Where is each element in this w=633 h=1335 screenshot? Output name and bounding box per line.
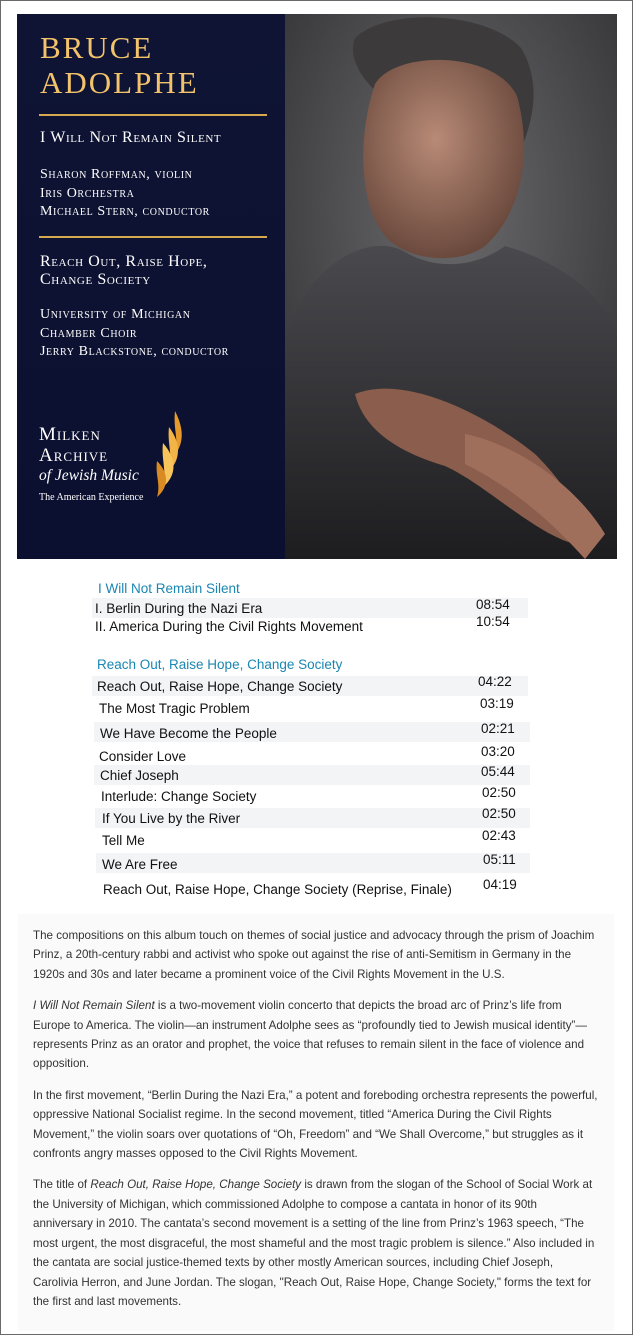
paragraph-text: is drawn from the slogan of the School of Social Work at the University of Michigan, which commissioned Adolphe to compose a cantata in honor of its 90th anniversary in 2010. The cantata’s second movement is a setting of the line from Prinz’s 1963 speech, “The most urgent, the most disgraceful, the most shameful and the most tragic problem is silence.” Also included in the cantata are social justice-themed texts by other mostly American sources, including Chief Joseph, Carolivia Herron, and June Jordan. The slogan, "Reach Out, Raise Hope, Change Society," forms the text for the first and last movements. — [33, 1178, 595, 1308]
gold-divider — [39, 114, 267, 116]
artist-name — [40, 30, 199, 100]
section-title: I Will Not Remain Silent — [98, 581, 240, 596]
label-line-2: Archive — [39, 445, 109, 466]
track-duration: 04:19 — [483, 877, 517, 892]
track-title: Reach Out, Raise Hope, Change Society (Reprise, Finale) — [103, 882, 452, 897]
credit-line: Iris Orchestra — [40, 185, 135, 201]
track-duration: 02:50 — [482, 785, 516, 800]
track-duration: 08:54 — [476, 597, 510, 612]
paragraph-text: is a two-movement violin concerto that depicts the broad arc of Prinz’s life from Europe to America. The violin—an instrument Adolphe sees as “profoundly tied to Jewish musical identity”—represents Prinz as an orator and prophet, the voice that refuses to remain silent in the face of violence and opposition. — [33, 999, 587, 1071]
album-description — [18, 914, 614, 1331]
track-title: Interlude: Change Society — [101, 789, 257, 804]
description-paragraph — [33, 1175, 600, 1311]
label-line-3: of Jewish Music — [39, 467, 139, 484]
work-title-italic: I Will Not Remain Silent — [33, 999, 155, 1013]
credit-line: University of Michigan — [40, 307, 191, 322]
section-title: Reach Out, Raise Hope, Change Society — [97, 657, 343, 672]
gold-divider — [39, 236, 267, 238]
track-duration: 03:20 — [481, 744, 515, 759]
cover-text-panel — [17, 14, 285, 559]
description-paragraph — [33, 996, 600, 1074]
track-duration: 03:19 — [480, 696, 514, 711]
credit-line: Michael Stern, conductor — [40, 204, 210, 219]
track-duration: 04:22 — [478, 674, 512, 689]
label-tagline: The American Experience — [39, 492, 144, 503]
track-duration: 10:54 — [476, 614, 510, 629]
description-paragraph: The compositions on this album touch on themes of social justice and advocacy through the prism of Joachim Prinz, a 20th-century rabbi and activist who spoke out against the rise of anti-Semitism in Germany in the 1920s and 30s and later became a prominent voice of the Civil Rights Movement in the U.S. — [33, 929, 595, 981]
work2-credits — [40, 306, 229, 362]
credit-line: Sharon Roffman, violin — [40, 167, 193, 182]
track-title: I. Berlin During the Nazi Era — [95, 601, 263, 616]
track-title: Consider Love — [99, 749, 187, 764]
track-title: We Have Become the People — [100, 726, 277, 741]
artist-line-1: BRUCE — [40, 30, 154, 65]
milken-archive-logo — [39, 424, 143, 503]
work2-title-line-2: Change Society — [40, 271, 151, 288]
track-duration: 02:50 — [482, 806, 516, 821]
artist-line-2: ADOLPHE — [40, 65, 199, 100]
track-title: Chief Joseph — [100, 768, 179, 783]
label-line-1: Milken — [39, 424, 101, 445]
track-title: Tell Me — [102, 833, 145, 848]
work2-title-line-1: Reach Out, Raise Hope, — [40, 253, 208, 270]
track-title: II. America During the Civil Rights Movement — [95, 619, 363, 634]
track-duration: 05:11 — [483, 852, 516, 867]
track-duration: 02:21 — [481, 721, 515, 736]
flame-icon — [145, 409, 189, 501]
track-title: The Most Tragic Problem — [99, 701, 250, 716]
credit-line: Chamber Choir — [40, 325, 138, 341]
work1-credits — [40, 166, 210, 222]
description-paragraph: In the first movement, “Berlin During the Nazi Era,” a potent and foreboding orchestra represents the powerful, oppressive National Socialist regime. In the second movement, titled “America During the Civil Rights Movement,” the violin soars over quotations of “Oh, Freedom” and “We Shall Overcome,” but struggles as it confronts angry masses opposed to the Civil Rights Movement. — [33, 1088, 598, 1161]
work-title-italic: Reach Out, Raise Hope, Change Society — [90, 1178, 302, 1192]
credit-line: Jerry Blackstone, conductor — [40, 344, 229, 359]
track-duration: 05:44 — [481, 764, 515, 779]
track-duration: 02:43 — [482, 828, 516, 843]
work1-title: I Will Not Remain Silent — [40, 129, 222, 146]
work2-title — [40, 253, 208, 289]
track-title: Reach Out, Raise Hope, Change Society — [97, 679, 343, 694]
album-cover — [17, 14, 617, 559]
artist-portrait — [285, 14, 617, 559]
track-title: If You Live by the River — [102, 811, 241, 826]
paragraph-text: The title of — [33, 1178, 91, 1192]
track-title: We Are Free — [102, 857, 178, 872]
